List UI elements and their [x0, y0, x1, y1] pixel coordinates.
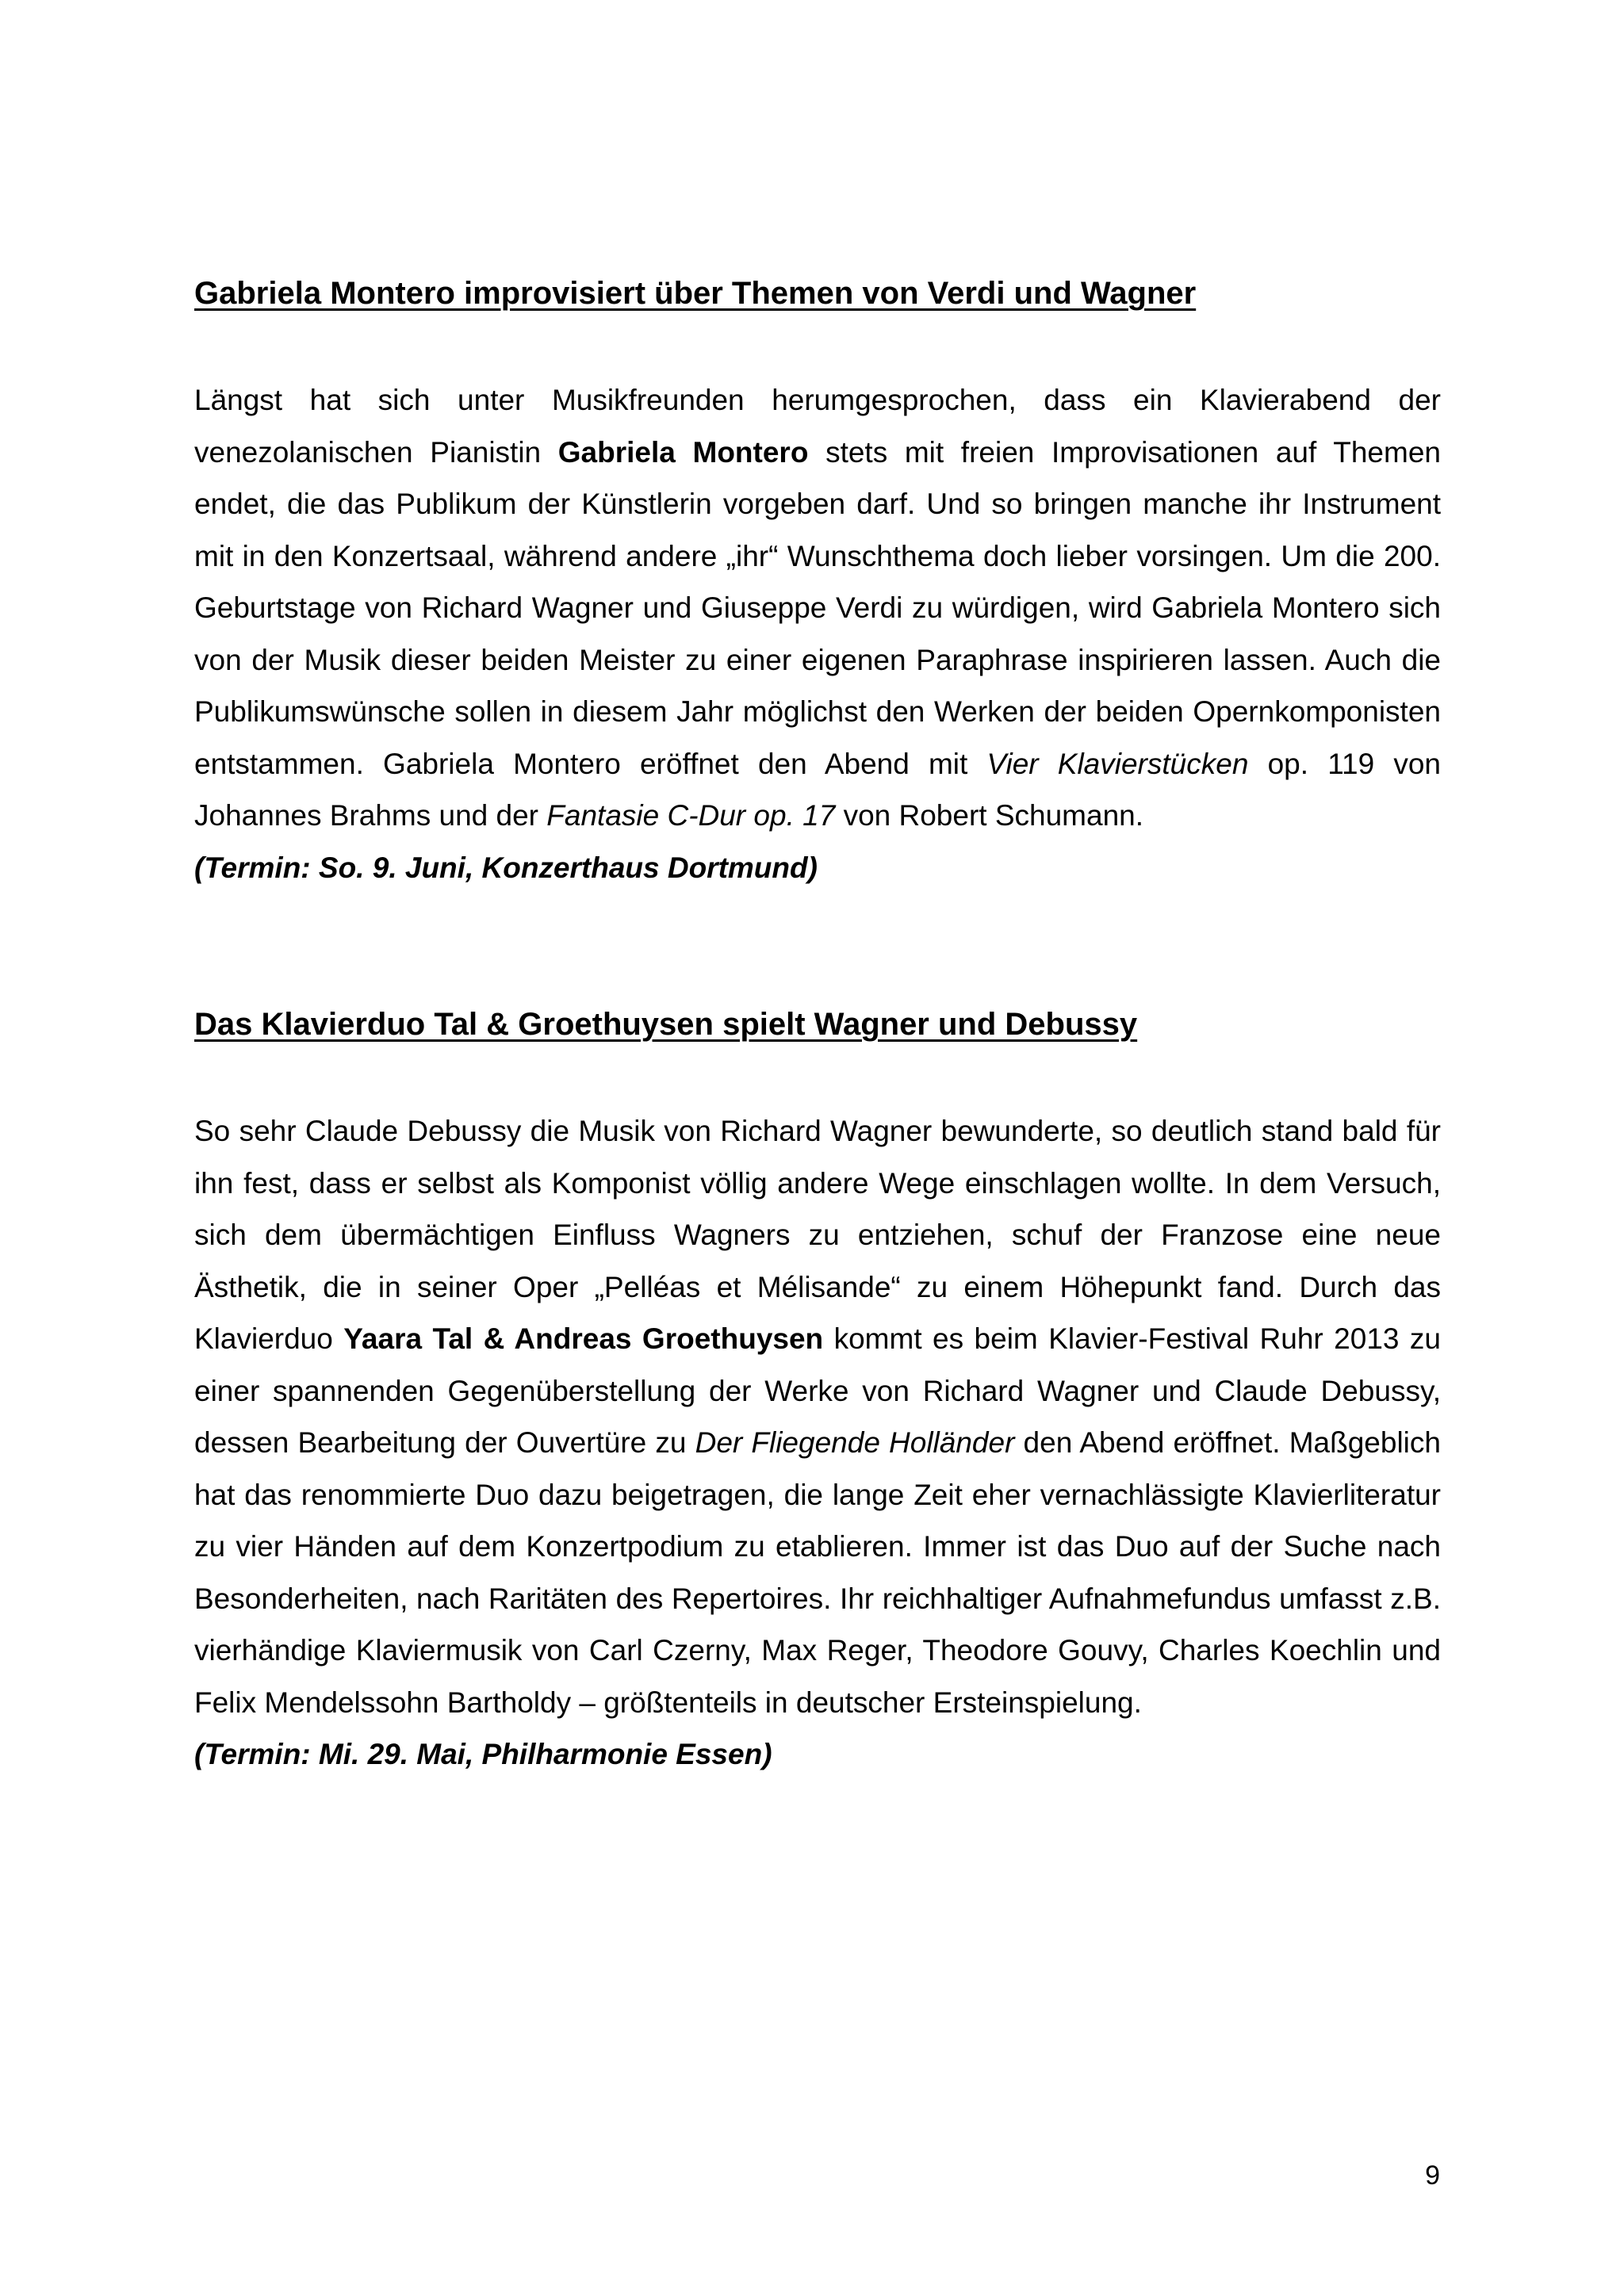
body-text-run: stets mit freien Improvisationen auf Themen endet, die das Publikum der Künstlerin vorgeben darf. Und so bringen manche ihr Instrument mit in den Konzertsaal, während andere „ihr“ Wunschthema doch lieber vorsingen. Um die 200. Geburtstage von Richard Wagner und Giuseppe Verdi zu würdigen, wird Gabriela Montero sich von der Musik dieser beiden Meister zu einer eigenen Paraphrase inspirieren lassen. Auch die Publikumswünsche sollen in diesem Jahr möglichst den Werken der beiden Opernkomponisten entstammen. Gabriela Montero eröffnet den Abend mit	[194, 435, 1441, 780]
body-text-run: kommt es beim Klavier-Festival Ruhr 2013 zu einer spannenden Gegenüberstellung der Werke von Richard Wagner und Claude Debussy, dessen Bearbeitung der Ouvertüre zu	[194, 1322, 1442, 1459]
body-text-run: Längst hat sich unter Musikfreunden herumgesprochen, dass ein Klavierabend der venezolanischen Pianistin	[194, 384, 1441, 469]
article-heading: Das Klavierduo Tal & Groethuysen spielt Wagner und Debussy	[194, 1007, 1138, 1042]
body-text-run: den Abend eröffnet. Maßgeblich hat das renommierte Duo dazu beigetragen, die lange Zeit eher vernachlässigte Klavierliteratur zu vier Händen auf dem Konzertpodium zu etablieren. Immer ist das Duo auf der Suche nach Besonderheiten, nach Raritäten des Repertoires. Ihr reichhaltiger Aufnahmefundus umfasst z.B. vierhändige Klaviermusik von Carl Czerny, Max Reger, Theodore Gouvy, Charles Koechlin und Felix Mendelssohn Bartholdy – größtenteils in deutscher Ersteinspielung.	[194, 1426, 1441, 1719]
artist-name: Gabriela Montero	[557, 435, 809, 469]
body-text-run: op. 119 von Johannes Brahms und der	[194, 747, 1442, 832]
artist-name: Yaara Tal & Andreas Groethuysen	[343, 1322, 824, 1355]
page-number: 9	[1425, 2160, 1440, 2191]
article-heading: Gabriela Montero improvisiert über Themen von Verdi und Wagner	[194, 276, 1197, 311]
work-title: Fantasie C-Dur op. 17	[546, 799, 836, 832]
body-text-run: So sehr Claude Debussy die Musik von Richard Wagner bewunderte, so deutlich stand bald für ihn fest, dass er selbst als Komponist völlig andere Wege einschlagen wollte. In dem Versuch, sich dem übermächtigen Einfluss Wagners zu entziehen, schuf der Franzose eine neue Ästhetik, die in seiner Oper „Pelléas et Mélisande“ zu einem Höhepunkt fand. Durch das Klavierduo	[194, 1115, 1441, 1355]
body-text-run: von Robert Schumann.	[835, 799, 1144, 832]
article-tal-groethuysen	[194, 1002, 1441, 1781]
work-title: Der Fliegende Holländer	[695, 1426, 1015, 1459]
article-montero	[194, 271, 1441, 894]
event-date-venue: (Termin: Mi. 29. Mai, Philharmonie Essen)	[194, 1738, 772, 1770]
work-title: Vier Klavierstücken	[986, 747, 1249, 780]
event-date-venue: (Termin: So. 9. Juni, Konzerthaus Dortmund)	[194, 851, 818, 884]
article-body	[194, 1105, 1441, 1728]
article-body	[194, 374, 1441, 842]
